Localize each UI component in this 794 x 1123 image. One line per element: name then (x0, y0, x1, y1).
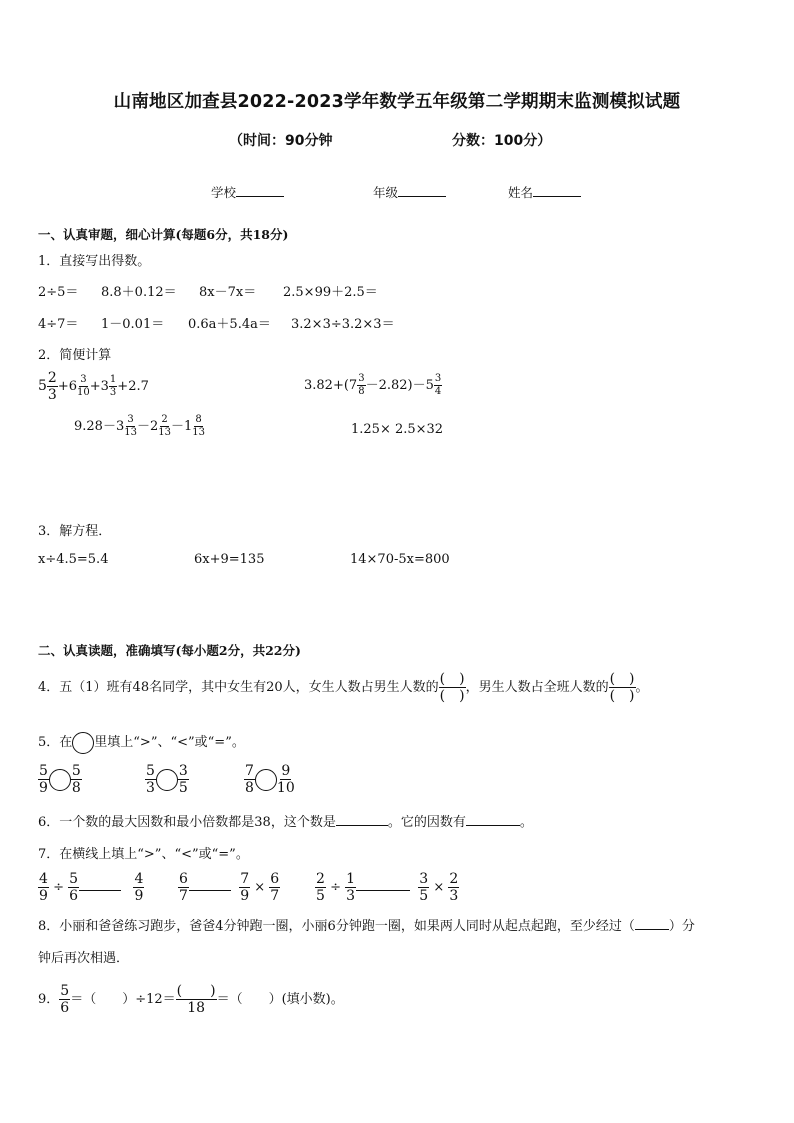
compare-circle[interactable] (156, 769, 178, 791)
q7-item-3: $\frac{2}{5}$ ÷ $\frac{1}{3}$ $\frac{3}{5}$ × $\frac{2}{3}$ (316, 871, 459, 904)
q2-expression-2: 3.82+(7 $\frac{3}{8}$ －2.82)－5 $\frac{3}{4}$ (304, 373, 442, 397)
q5-pair: $\frac{5}{9}$ $\frac{5}{8}$ (39, 763, 81, 796)
q2-expression-4: 1.25× 2.5×32 (351, 422, 444, 437)
name-field[interactable] (508, 183, 581, 201)
q7-item-2: $\frac{6}{7}$ $\frac{7}{9}$ × $\frac{6}{7}$ (179, 871, 280, 904)
q1-label: 1．直接写出得数。 (38, 254, 151, 269)
name-blank[interactable] (533, 184, 581, 197)
page-title: 山南地区加查县2022-2023学年数学五年级第二学期期末监测模拟试题 (113, 92, 681, 112)
q7-item-1: $\frac{4}{9}$ ÷ $\frac{5}{6}$ $\frac{4}{9}$ (39, 871, 144, 904)
q7-label: 7．在横线上填上“>”、“<”或“=”。 (38, 847, 249, 862)
compare-circle[interactable] (49, 769, 71, 791)
q1-item: 3.2×3÷3.2×3＝ (291, 317, 395, 332)
q6-blank-2[interactable] (466, 825, 520, 826)
exam-time: （时间：90分钟 (229, 133, 333, 149)
q7-blank[interactable] (356, 890, 410, 891)
q1-item: 4÷7＝ (38, 317, 79, 332)
exam-score: 分数：100分） (452, 133, 552, 149)
q3-label: 3．解方程． (38, 524, 112, 539)
name-label: 姓名 (508, 185, 534, 200)
q7-blank[interactable] (79, 890, 121, 891)
compare-circle[interactable] (255, 769, 277, 791)
q2-expression-3: 9.28－3 $\frac{3}{13}$ －2 $\frac{2}{13}$ －1 $\frac{8}{13}$ (74, 414, 205, 438)
q5-pair: $\frac{7}{8}$ $\frac{9}{10}$ (245, 763, 295, 796)
q2-label: 2．简便计算 (38, 348, 112, 363)
q6: 6．一个数的最大因数和最小倍数都是38，这个数是 。它的因数有 。 (38, 815, 533, 830)
q3-equation: x÷4.5=5.4 (38, 552, 109, 567)
circle-icon (72, 732, 94, 754)
q7-blank[interactable] (189, 890, 231, 891)
q6-blank-1[interactable] (336, 825, 388, 826)
q4: 4．五（1）班有48名同学，其中女生有20人，女生人数占男生人数的 $\frac{( )}{( )}$ ，男生人数占全班人数的 $\frac{( )}{( )}$ 。 (38, 671, 649, 704)
q1-item: 0.6a＋5.4a＝ (188, 317, 271, 332)
q3-equation: 6x+9=135 (194, 552, 265, 567)
grade-field[interactable] (373, 183, 446, 201)
q5-pair: $\frac{5}{3}$ $\frac{3}{5}$ (146, 763, 188, 796)
q1-item: 2.5×99＋2.5＝ (283, 285, 378, 300)
school-label: 学校 (211, 185, 237, 200)
section-1-heading: 一、认真审题，细心计算(每题6分，共18分) (38, 227, 289, 242)
q8-blank[interactable] (635, 929, 669, 930)
section-2-heading: 二、认真读题，准确填写(每小题2分，共22分) (38, 643, 301, 658)
school-field[interactable] (211, 183, 284, 201)
q8-line-1: 8．小丽和爸爸练习跑步，爸爸4分钟跑一圈，小丽6分钟跑一圈，如果两人同时从起点起跑，至少经过（ ）分 (38, 919, 695, 934)
q1-item: 1－0.01＝ (101, 317, 165, 332)
q2-expression-1: 5 $\frac{2}{3}$ +6 $\frac{3}{10}$ +3 $\frac{1}{3}$ +2.7 (38, 370, 149, 403)
q1-item: 2÷5＝ (38, 285, 79, 300)
q5-label: 5．在 里填上“>”、“<”或“=”。 (38, 731, 245, 754)
q1-item: 8x－7x＝ (199, 285, 257, 300)
school-blank[interactable] (236, 184, 284, 197)
q1-item: 8.8＋0.12＝ (101, 285, 177, 300)
q9: 9． $\frac{5}{6}$ ＝（ ）÷12＝ $\frac{( )}{18}$ ＝（ ）(填小数)。 (38, 983, 344, 1016)
grade-blank[interactable] (398, 184, 446, 197)
q8-line-2: 钟后再次相遇． (38, 951, 130, 966)
q4-fraction-blank-1[interactable]: $\frac{( )}{( )}$ (439, 671, 465, 704)
q9-fraction-blank[interactable]: $\frac{( )}{18}$ (176, 983, 216, 1016)
grade-label: 年级 (373, 185, 399, 200)
q4-fraction-blank-2[interactable]: $\frac{( )}{( )}$ (609, 671, 635, 704)
q3-equation: 14×70-5x=800 (350, 552, 450, 567)
